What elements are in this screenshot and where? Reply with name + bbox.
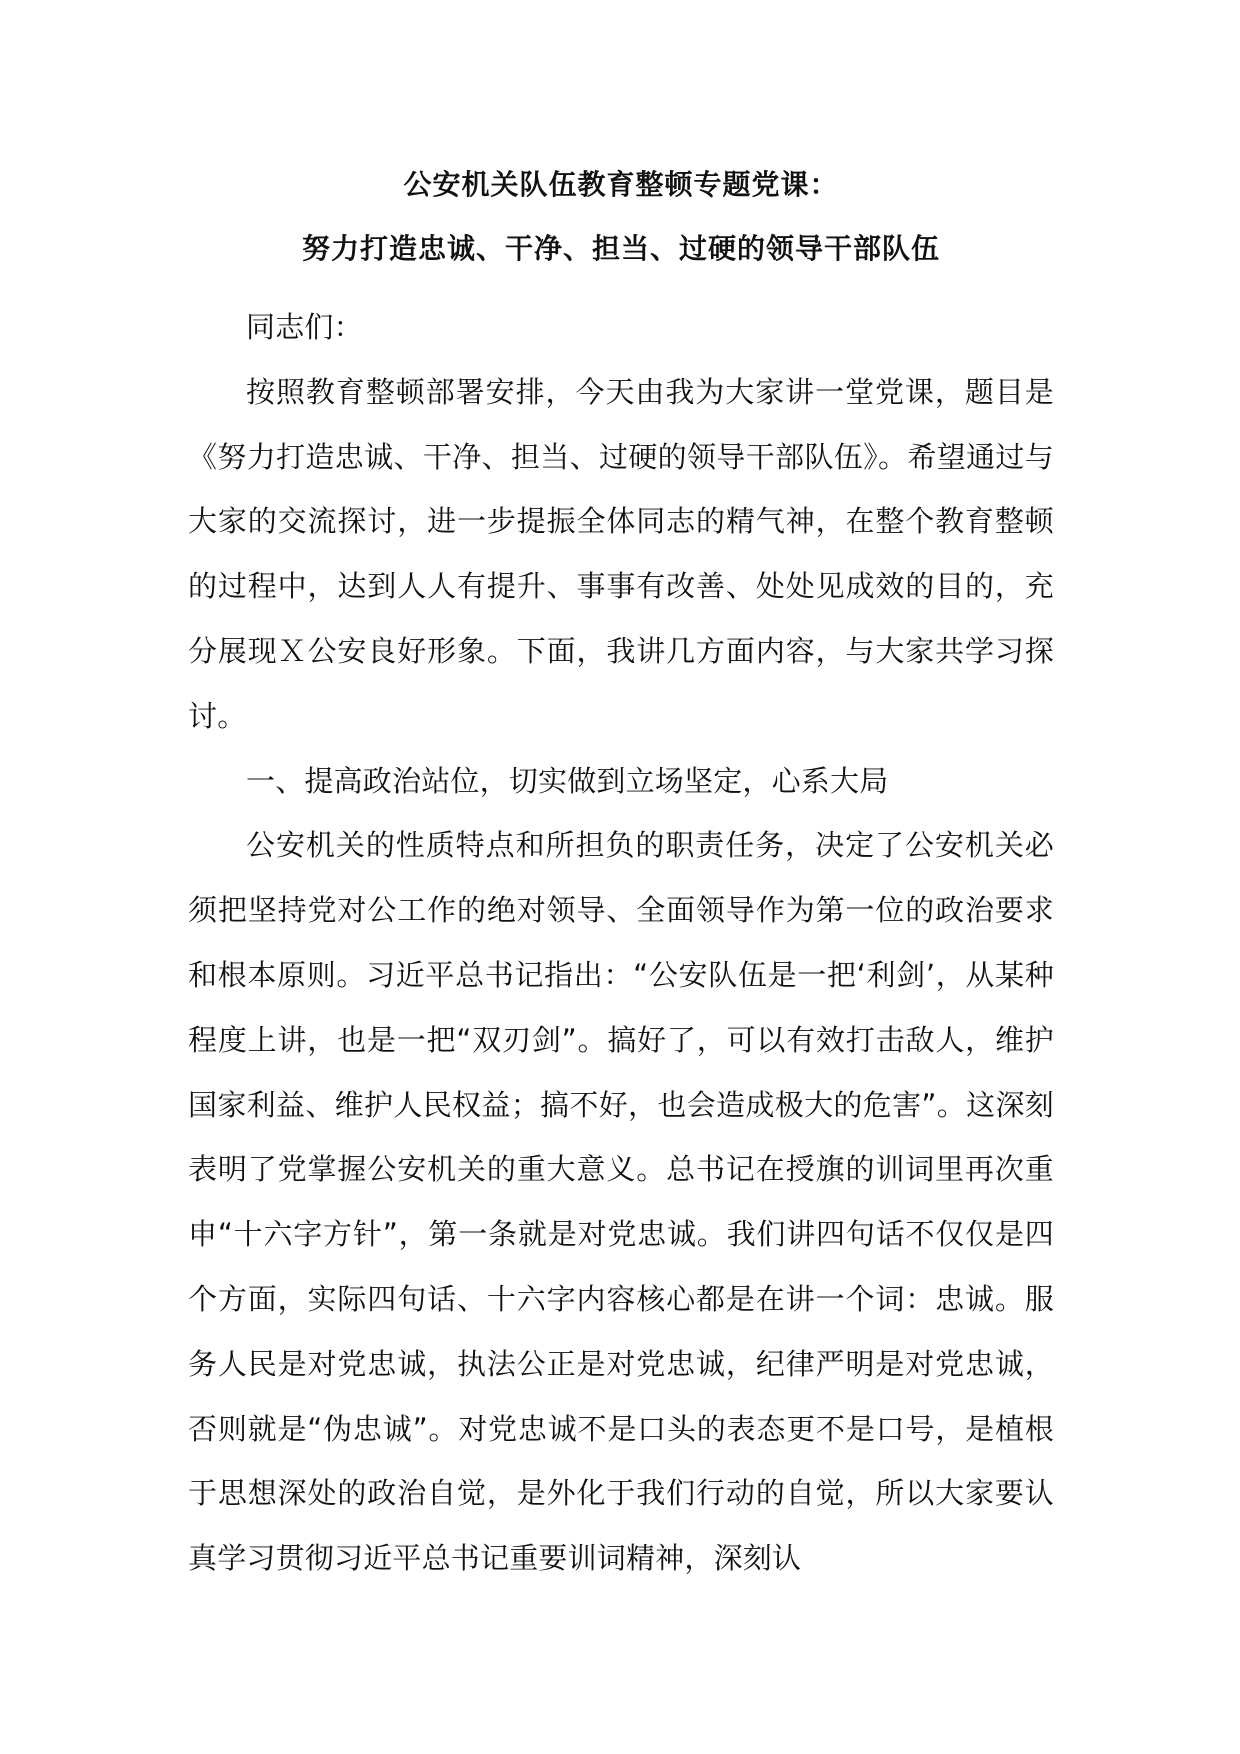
paragraph-intro: 按照教育整顿部署安排，今天由我为大家讲一堂党课，题目是《努力打造忠诚、干净、担当、过硬的领导干部队伍》。希望通过与大家的交流探讨，进一步提振全体同志的精气神，在整个教育整顿的过程中，达到人人有提升、事事有改善、处处见成效的目的，充分展现Ｘ公安良好形象。下面，我讲几方面内容，与大家共学习探讨。	[188, 374, 1054, 733]
document-body	[188, 168, 1054, 1591]
paragraph-section-1: 公安机关的性质特点和所担负的职责任务，决定了公安机关必须把坚持党对公工作的绝对领导、全面领导作为第一位的政治要求和根本原则。习近平总书记指出：“公安队伍是一把‘利剑’，从某种程度上讲，也是一把“双刃剑”。搞好了，可以有效打击敌人，维护国家利益、维护人民权益；搞不好，也会造成极大的危害”。这深刻表明了党掌握公安机关的重大意义。总书记在授旗的训词里再次重申“十六字方针”，第一条就是对党忠诚。我们讲四句话不仅仅是四个方面，实际四句话、十六字内容核心都是在讲一个词：忠诚。服务人民是对党忠诚，执法公正是对党忠诚，纪律严明是对党忠诚，否则就是“伪忠诚”。对党忠诚不是口头的表态更不是口号，是植根于思想深处的政治自觉，是外化于我们行动的自觉，所以大家要认真学习贯彻习近平总书记重要训词精神，深刻认	[188, 828, 1054, 1576]
greeting: 同志们：	[246, 310, 363, 344]
section-heading-1: 一、提高政治站位，切实做到立场坚定，心系大局	[246, 763, 889, 798]
document-title: 公安机关队伍教育整顿专题党课：	[403, 168, 839, 201]
document-subtitle: 努力打造忠诚、干净、担当、过硬的领导干部队伍	[301, 232, 940, 265]
